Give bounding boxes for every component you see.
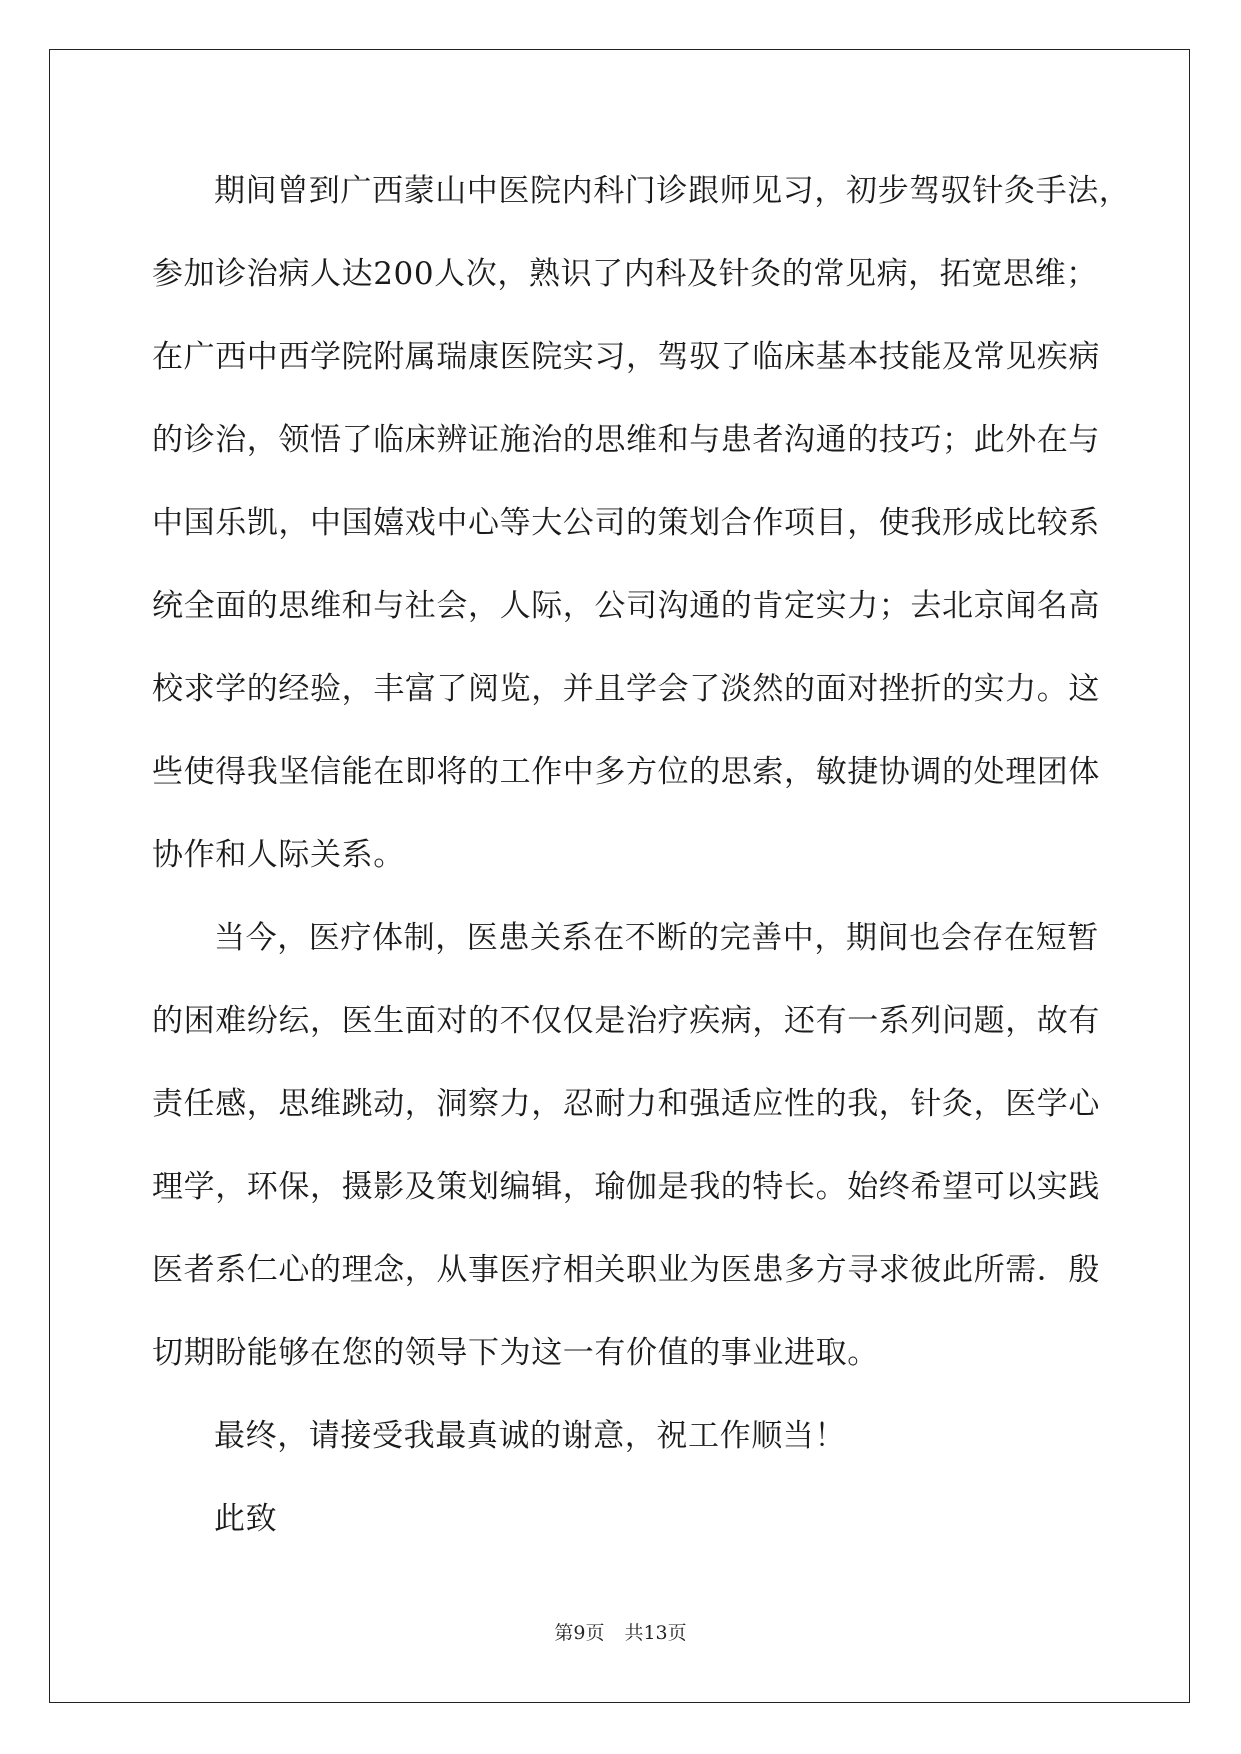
text-line: 责任感，思维跳动，洞察力，忍耐力和强适应性的我，针灸，医学心 bbox=[152, 1086, 1100, 1122]
text-line: 的困难纷纭，医生面对的不仅仅是治疗疾病，还有一系列问题，故有 bbox=[152, 1003, 1100, 1039]
page-footer bbox=[0, 1618, 1241, 1645]
text-line: 期间曾到广西蒙山中医院内科门诊跟师见习，初步驾驭针灸手法， bbox=[214, 173, 1131, 209]
text-line: 在广西中西学院附属瑞康医院实习，驾驭了临床基本技能及常见疾病 bbox=[152, 339, 1100, 375]
page-total: 共13页 bbox=[624, 1622, 687, 1644]
page-number: 第9页 bbox=[554, 1622, 605, 1644]
text-line: 此致 bbox=[214, 1501, 278, 1537]
text-line: 统全面的思维和与社会，人际，公司沟通的肯定实力；去北京闻名高 bbox=[152, 588, 1100, 624]
text-line: 校求学的经验，丰富了阅览，并且学会了淡然的面对挫折的实力。这 bbox=[152, 671, 1100, 707]
text-line: 医者系仁心的理念，从事医疗相关职业为医患多方寻求彼此所需．殷 bbox=[152, 1252, 1100, 1288]
text-line: 切期盼能够在您的领导下为这一有价值的事业进取。 bbox=[152, 1335, 879, 1371]
text-line: 当今，医疗体制，医患关系在不断的完善中，期间也会存在短暂 bbox=[214, 920, 1099, 956]
document-body bbox=[152, 150, 1131, 1561]
text-line: 参加诊治病人达200人次，熟识了内科及针灸的常见病，拓宽思维； bbox=[152, 256, 1098, 292]
text-line: 中国乐凯，中国嬉戏中心等大公司的策划合作项目，使我形成比较系 bbox=[152, 505, 1100, 541]
text-line: 理学，环保，摄影及策划编辑，瑜伽是我的特长。始终希望可以实践 bbox=[152, 1169, 1100, 1205]
text-line: 的诊治，领悟了临床辨证施治的思维和与患者沟通的技巧；此外在与 bbox=[152, 422, 1100, 458]
text-line: 些使得我坚信能在即将的工作中多方位的思索，敏捷协调的处理团体 bbox=[152, 754, 1100, 790]
text-line: 最终，请接受我最真诚的谢意，祝工作顺当！ bbox=[214, 1418, 846, 1454]
text-line: 协作和人际关系。 bbox=[152, 837, 405, 873]
